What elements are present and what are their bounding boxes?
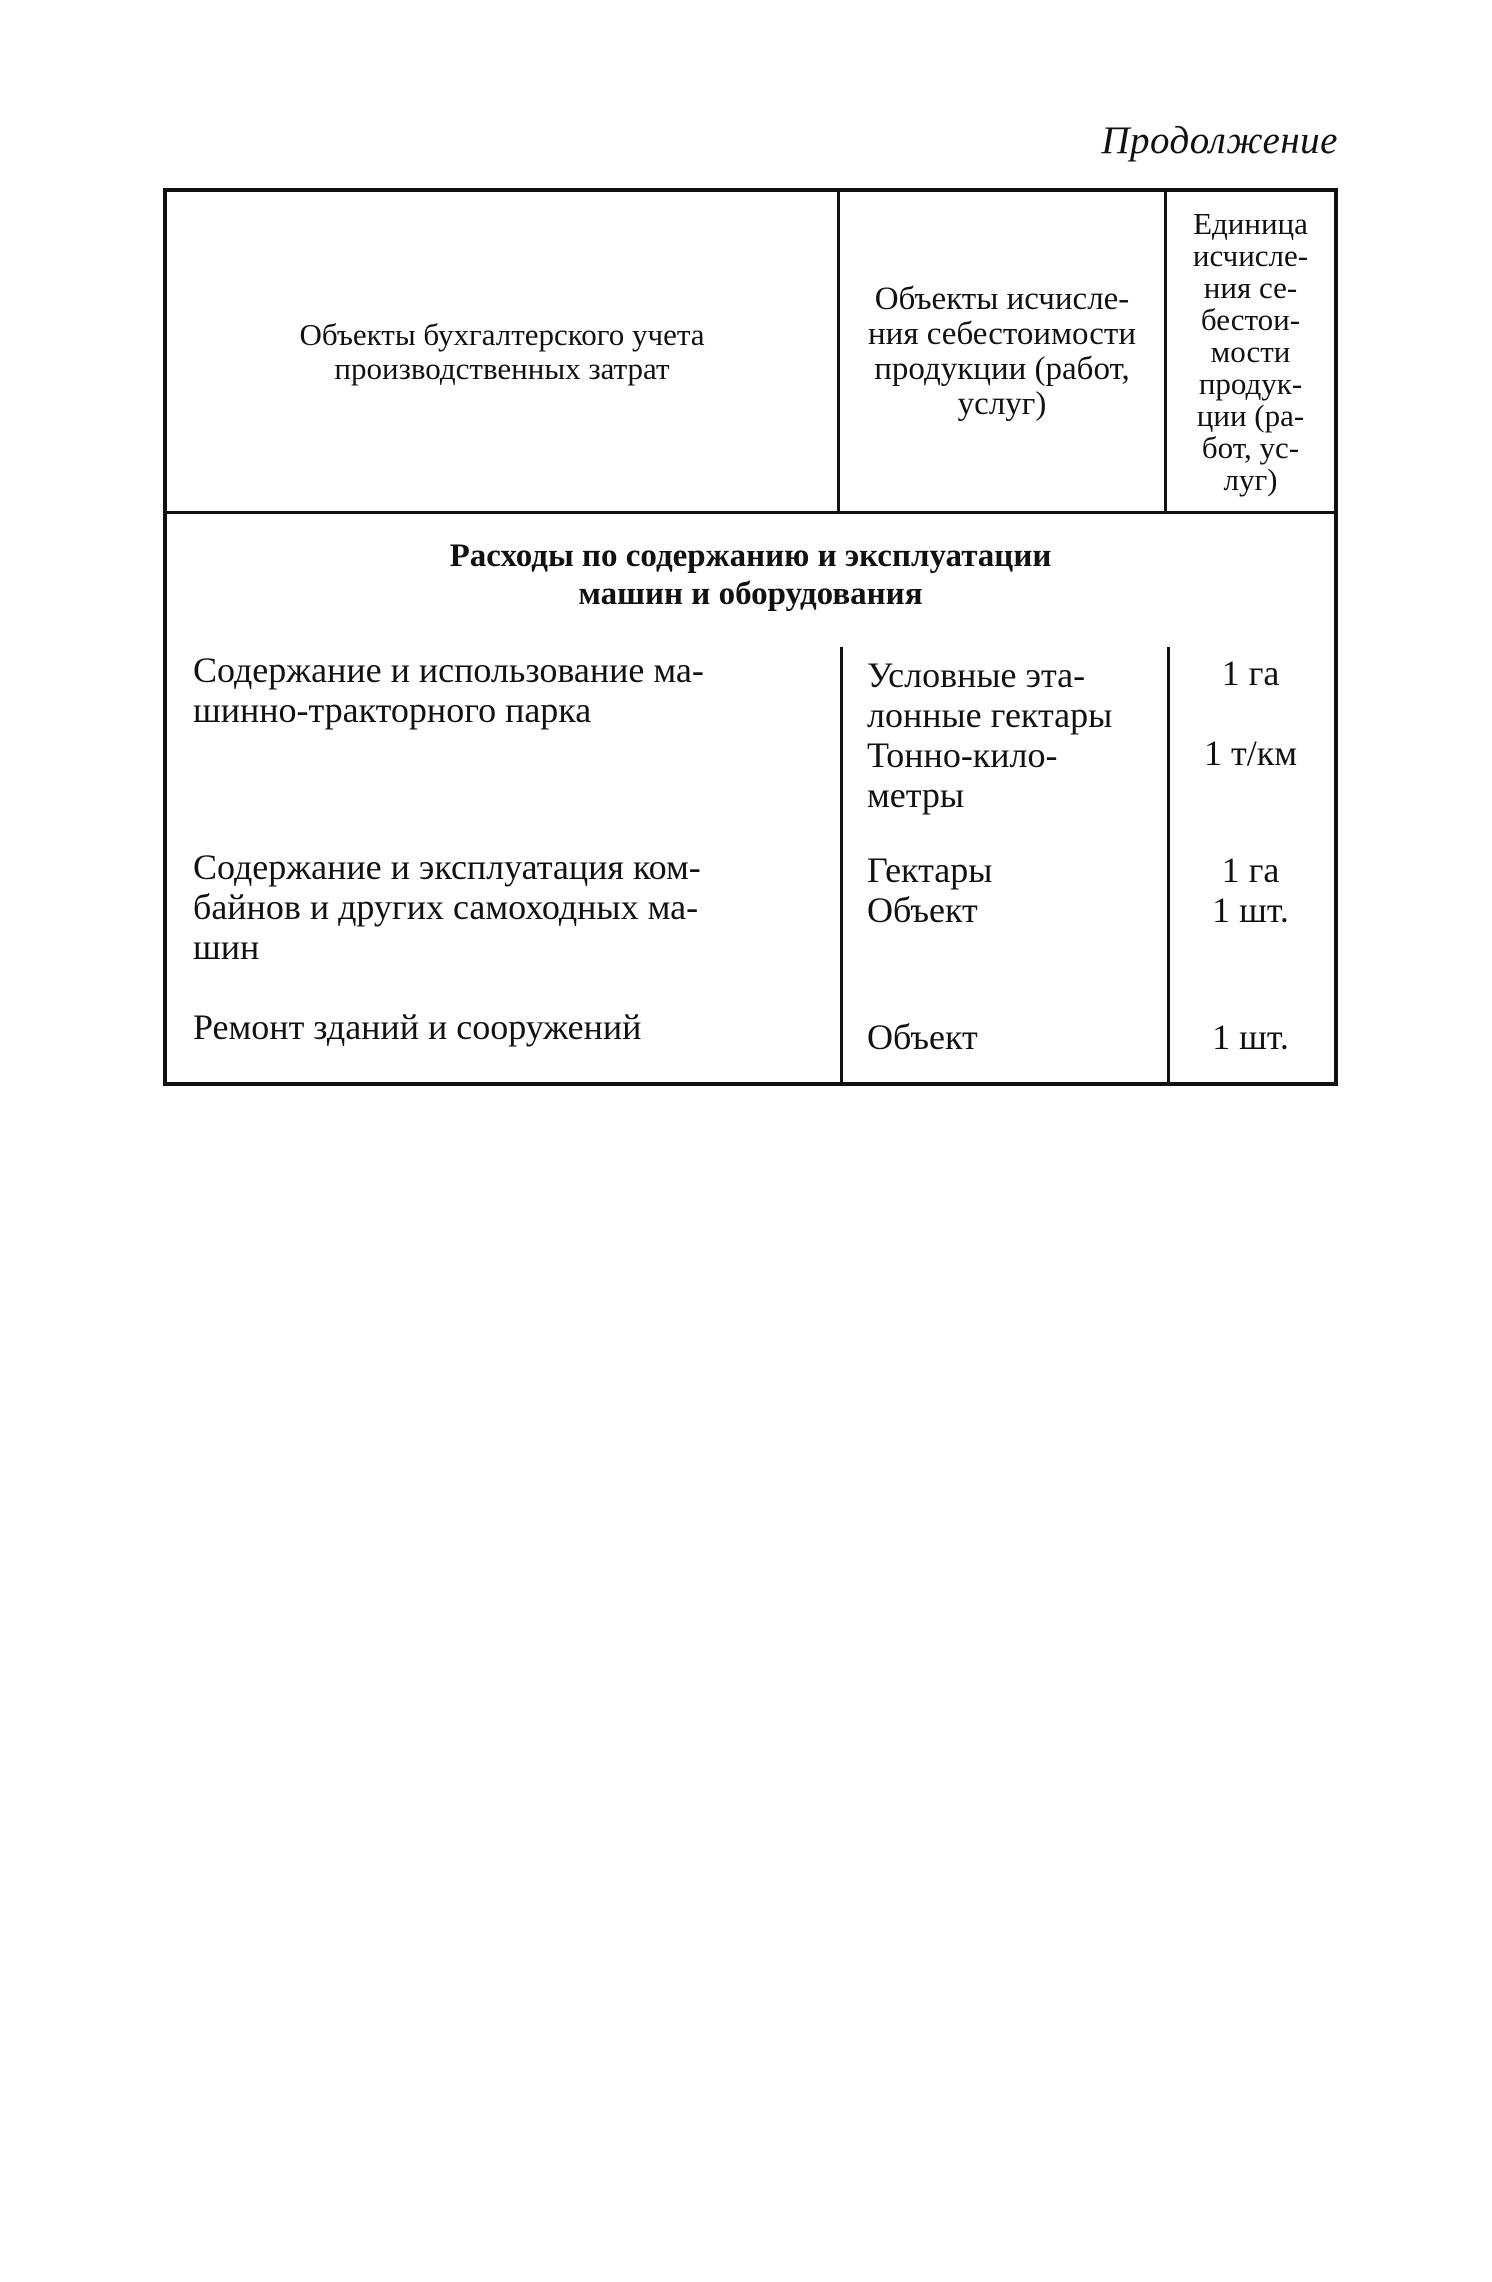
cell-line: шин xyxy=(193,927,260,967)
cell-line: Условные эта- xyxy=(867,655,1086,695)
header-accounting-objects xyxy=(167,192,840,511)
cell-line: Тонно-кило- xyxy=(867,735,1058,775)
cell-line: метры xyxy=(867,775,965,815)
row-1-unit-a: 1 га xyxy=(1221,653,1280,693)
cell-line: лонные гектары xyxy=(867,695,1113,735)
continuation-label: Продолжение xyxy=(1101,119,1338,162)
row-1-object-b xyxy=(867,735,1157,815)
cell-line: Содержание и эксплуатация ком- xyxy=(193,847,701,887)
row-2-unit-a: 1 га xyxy=(1221,850,1280,890)
header-text-line: производственных затрат xyxy=(334,350,670,386)
row-2-unit-b: 1 шт. xyxy=(1212,890,1289,930)
row-1-name xyxy=(193,650,823,730)
cell-line: Содержание и использование ма- xyxy=(193,650,704,690)
header-text-line: исчисле- xyxy=(1192,237,1309,273)
header-text-line: Объекты исчисле- xyxy=(874,280,1130,317)
header-text-line: ции (ра- xyxy=(1196,397,1305,433)
header-text-line: продукции (работ, xyxy=(874,350,1130,387)
header-text-line: ния себестоимости xyxy=(868,315,1136,352)
header-text-line: бот, ус- xyxy=(1201,429,1300,465)
header-text-line: продук- xyxy=(1198,365,1303,401)
table-header-row xyxy=(167,192,1334,514)
row-3-unit: 1 шт. xyxy=(1212,1017,1289,1057)
header-text-line: бестои- xyxy=(1200,301,1301,337)
row-2-name xyxy=(193,847,823,967)
header-text-line: мости xyxy=(1210,333,1291,369)
section-title-line: Расходы по содержанию и эксплуатации xyxy=(449,538,1052,574)
cost-objects-table xyxy=(163,188,1338,1086)
header-text-line: услуг) xyxy=(957,385,1047,422)
header-text-line: луг) xyxy=(1223,461,1278,497)
column-divider xyxy=(840,647,843,1082)
header-text-line: Объекты бухгалтерского учета xyxy=(299,316,705,352)
row-1-unit-b: 1 т/км xyxy=(1203,733,1297,773)
cell-line: байнов и других самоходных ма- xyxy=(193,887,699,927)
section-title xyxy=(167,537,1334,613)
row-2-object-a: Гектары xyxy=(867,850,993,890)
header-text-line: Единица xyxy=(1193,205,1308,241)
header-text-line: ния се- xyxy=(1203,269,1298,305)
cell-line: шинно-тракторного парка xyxy=(193,690,592,730)
row-3-name: Ремонт зданий и сооружений xyxy=(193,1007,642,1047)
row-1-object-a xyxy=(867,655,1157,735)
header-costing-objects xyxy=(840,192,1167,511)
row-2-object-b: Объект xyxy=(867,890,978,930)
row-3-object: Объект xyxy=(867,1017,978,1057)
section-title-line: машин и оборудования xyxy=(578,576,923,612)
header-costing-unit xyxy=(1167,192,1334,511)
